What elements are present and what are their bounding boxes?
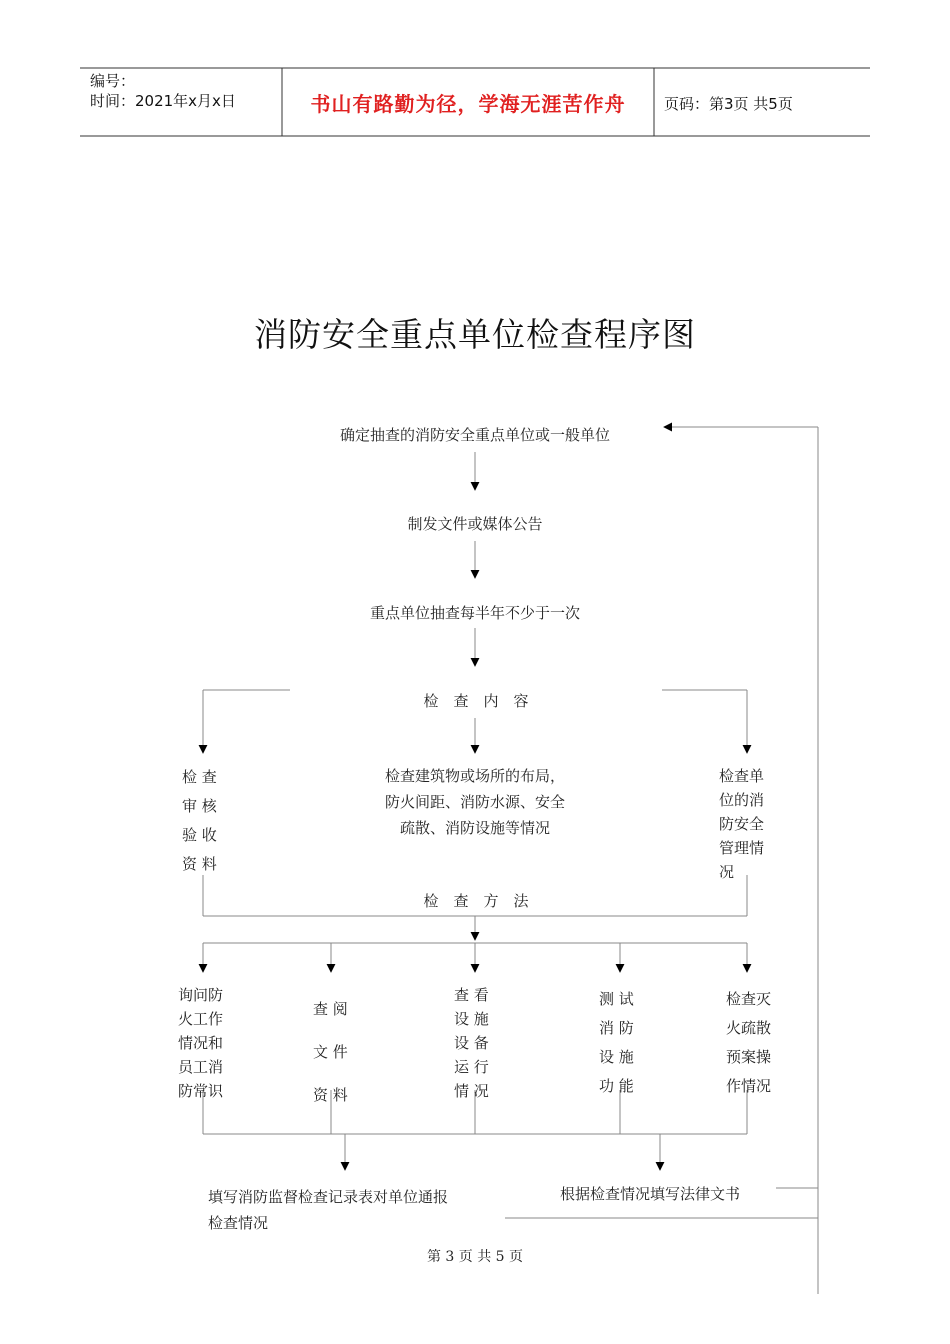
method-evacuation-plan — [726, 985, 771, 1101]
page-title: 消防安全重点单位检查程序图 — [254, 315, 696, 354]
content-right-line: 况 — [719, 863, 735, 881]
content-left-box — [182, 763, 217, 879]
method-line: 火疏散 — [726, 1019, 772, 1037]
content-left-line: 审 核 — [182, 797, 217, 815]
method-view-equipment — [454, 983, 489, 1100]
method-line: 情况和 — [178, 1034, 224, 1052]
method-line: 功 能 — [599, 1077, 634, 1095]
content-left-line: 检 查 — [182, 768, 217, 786]
content-right-line: 检查单 — [719, 767, 765, 785]
method-line: 运 行 — [454, 1058, 489, 1076]
content-right-box — [719, 764, 765, 881]
content-right-line: 位的消 — [719, 791, 765, 809]
method-line: 测 试 — [599, 990, 634, 1008]
content-center-line: 检查建筑物或场所的布局， — [384, 767, 565, 785]
content-center-line: 防火间距、消防水源、安全 — [384, 793, 565, 811]
content-center-line: 疏散、消防设施等情况 — [399, 819, 550, 837]
method-line: 作情况 — [726, 1077, 772, 1095]
method-heading: 检 查 方 法 — [423, 892, 529, 910]
method-line: 查 阅 — [313, 1000, 348, 1018]
method-line: 设 备 — [454, 1034, 489, 1052]
step-issue-notice: 制发文件或媒体公告 — [407, 515, 543, 533]
method-line: 消 防 — [599, 1019, 634, 1037]
result-record-notify — [208, 1184, 449, 1232]
content-left-line: 验 收 — [182, 826, 217, 844]
method-line: 文 件 — [313, 1043, 348, 1061]
page-footer: 第 3 页 共 5 页 — [426, 1249, 524, 1265]
document-time-label: 时间：2021年x月x日 — [90, 92, 236, 110]
method-line: 询问防 — [178, 986, 224, 1004]
step-select-unit: 确定抽查的消防安全重点单位或一般单位 — [339, 426, 610, 444]
method-line: 资 料 — [313, 1086, 348, 1104]
content-center-box — [330, 763, 620, 841]
header-page-label: 页码：第3页 共5页 — [664, 95, 793, 113]
result-legal-documents: 根据检查情况填写法律文书 — [560, 1185, 741, 1203]
method-line: 预案操 — [726, 1048, 772, 1066]
method-line: 火工作 — [178, 1010, 224, 1028]
header-table-lines — [80, 68, 870, 136]
method-line: 设 施 — [454, 1010, 489, 1028]
result-line: 检查情况 — [208, 1214, 269, 1232]
method-line: 防常识 — [178, 1082, 224, 1100]
method-line: 员工消 — [178, 1058, 224, 1076]
document-number-label: 编号： — [90, 72, 136, 90]
content-heading: 检 查 内 容 — [423, 692, 529, 710]
method-line: 情 况 — [454, 1082, 489, 1100]
content-right-line: 防安全 — [719, 815, 765, 833]
content-right-line: 管理情 — [719, 839, 765, 857]
method-line: 设 施 — [599, 1048, 634, 1066]
step-inspection-frequency: 重点单位抽查每半年不少于一次 — [369, 604, 580, 622]
content-left-line: 资 料 — [182, 855, 217, 873]
method-inquiry — [178, 983, 224, 1100]
result-line: 填写消防监督检查记录表对单位通报 — [208, 1188, 449, 1206]
method-test-facilities — [599, 985, 634, 1101]
method-line: 检查灭 — [726, 990, 772, 1008]
method-line: 查 看 — [454, 986, 489, 1004]
header-motto: 书山有路勤为径，学海无涯苦作舟 — [310, 92, 626, 116]
method-review-documents — [313, 988, 348, 1104]
